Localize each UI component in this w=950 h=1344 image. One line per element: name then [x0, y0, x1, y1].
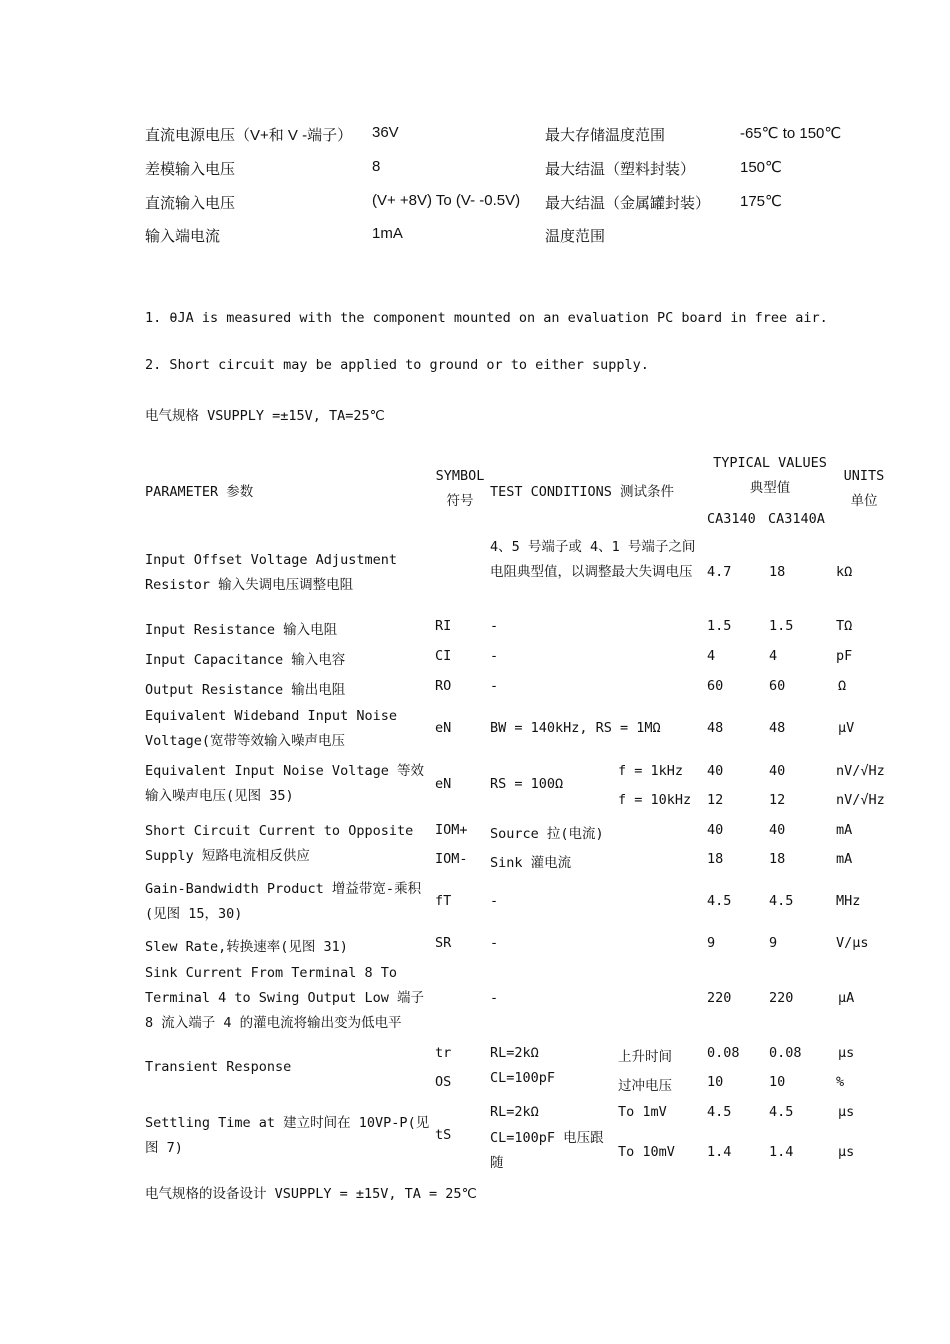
table-row-subcond: f = 10kHz	[618, 792, 692, 808]
table-row-unit: mA	[836, 822, 853, 838]
table-row-param: Input Resistance 输入电阻	[145, 622, 338, 638]
table-row-unit: μs	[838, 1045, 855, 1061]
table-row-cond: RL=2kΩ	[490, 1104, 539, 1120]
table-row-unit: μs	[838, 1104, 855, 1120]
table-row-param: Slew Rate,转换速率(见图 31)	[145, 939, 348, 955]
table-row-value: 9	[707, 935, 716, 951]
table-row-value: 18	[769, 564, 786, 580]
table-row-symbol: IOM-	[435, 851, 468, 867]
table-row-symbol: SR	[435, 935, 452, 951]
table-row-param: Settling Time at 建立时间在 10VP-P(见图 7)	[145, 1115, 430, 1156]
table-row-param: Equivalent Wideband Input Noise Voltage(宽带等效输入噪声电压	[145, 708, 397, 749]
table-row-param: Output Resistance 输出电阻	[145, 682, 346, 698]
table-row-cond: -	[490, 935, 499, 951]
table-row-param: Input Offset Voltage Adjustment Resistor 输入失调电压调整电阻	[145, 552, 397, 593]
table-row-value: 1.5	[769, 618, 794, 634]
table-row-value: 4.5	[707, 1104, 732, 1120]
table-row-value: 0.08	[769, 1045, 802, 1061]
table-row-cond: -	[490, 678, 499, 694]
table-row-cond: 4、5 号端子或 4、1 号端子之间电阻典型值，以调整最大失调电压	[490, 539, 696, 580]
table-row-unit: mA	[836, 851, 853, 867]
table-row-cond: CL=100pF	[490, 1070, 556, 1086]
table-row-unit: %	[836, 1074, 845, 1090]
header-part-ca3140a: CA3140A	[768, 511, 825, 527]
header-typical: TYPICAL VALUES 典型值	[713, 455, 827, 496]
table-row-value: 1.4	[769, 1144, 794, 1160]
table-row-unit: V/μs	[836, 935, 869, 951]
table-row-symbol: tr	[435, 1045, 452, 1061]
header-part-ca3140: CA3140	[707, 511, 756, 527]
rating-label: 直流输入电压	[145, 195, 236, 212]
table-row-symbol: CI	[435, 648, 452, 664]
table-row-cond: -	[490, 893, 499, 909]
table-row-param: Gain-Bandwidth Product 增益带宽-乘积(见图 15，30)	[145, 881, 422, 922]
table-row-value: 0.08	[707, 1045, 740, 1061]
header-conditions: TEST CONDITIONS 测试条件	[490, 484, 675, 500]
table-row-value: 40	[707, 763, 724, 779]
table-row-subcond: 过冲电压	[618, 1078, 672, 1094]
table-row-value: 10	[707, 1074, 724, 1090]
table-row-symbol: RO	[435, 678, 452, 694]
table-row-value: 4	[769, 648, 778, 664]
table-row-value: 60	[769, 678, 786, 694]
table-row-unit: μA	[838, 990, 855, 1006]
table-row-cond: -	[490, 990, 499, 1006]
rating-value: -65℃ to 150℃	[740, 125, 842, 142]
table-row-value: 12	[769, 792, 786, 808]
table-row-value: 1.4	[707, 1144, 732, 1160]
table-row-value: 220	[707, 990, 732, 1006]
table-row-unit: kΩ	[836, 564, 853, 580]
table-row-value: 1.5	[707, 618, 732, 634]
table-row-value: 12	[707, 792, 724, 808]
table-row-param: Short Circuit Current to Opposite Supply 短路电流相反供应	[145, 823, 414, 864]
table-row-param: Input Capacitance 输入电容	[145, 652, 346, 668]
header-symbol: SYMBOL 符号	[435, 468, 485, 509]
table-row-unit: μV	[838, 720, 855, 736]
spec-title: 电气规格 VSUPPLY =±15V, TA=25℃	[145, 408, 385, 424]
table-row-cond: CL=100pF 电压跟随	[490, 1130, 604, 1171]
table-row-value: 9	[769, 935, 778, 951]
rating-value: 36V	[372, 124, 399, 141]
rating-value: 175℃	[740, 193, 782, 210]
rating-value: (V+ +8V) To (V- -0.5V)	[372, 192, 521, 209]
table-row-value: 40	[707, 822, 724, 838]
table-row-cond: RL=2kΩ	[490, 1045, 539, 1061]
rating-label: 输入端电流	[145, 228, 221, 245]
table-row-symbol: fT	[435, 893, 452, 909]
note: 1. θJA is measured with the component mounted on an evaluation PC board in free air.	[145, 310, 828, 326]
table-row-subcond: To 1mV	[618, 1104, 667, 1120]
table-row-value: 40	[769, 763, 786, 779]
table-row-value: 4.5	[769, 1104, 794, 1120]
table-row-param: Equivalent Input Noise Voltage 等效输入噪声电压(见图 35)	[145, 763, 424, 804]
footer-title: 电气规格的设备设计 VSUPPLY = ±15V, TA = 25℃	[145, 1186, 477, 1202]
table-row-subcond: f = 1kHz	[618, 763, 684, 779]
rating-label: 最大存储温度范围	[545, 127, 666, 144]
table-row-symbol: OS	[435, 1074, 452, 1090]
table-row-param: Sink Current From Terminal 8 To Terminal 4 to Swing Output Low 端子 8 流入端子 4 的灌电流将输出变为低电平	[145, 965, 424, 1031]
rating-label: 最大结温（金属罐封装）	[545, 195, 711, 212]
header-parameter: PARAMETER 参数	[145, 484, 254, 500]
table-row-symbol: eN	[435, 720, 452, 736]
table-row-param: Transient Response	[145, 1059, 292, 1075]
table-row-value: 18	[707, 851, 724, 867]
header-units: UNITS 单位	[843, 468, 885, 509]
table-row-symbol: tS	[435, 1127, 452, 1143]
table-row-cond: Sink 灌电流	[490, 855, 572, 871]
table-row-value: 48	[707, 720, 724, 736]
table-row-value: 220	[769, 990, 794, 1006]
rating-label: 最大结温（塑料封装）	[545, 161, 696, 178]
note: 2. Short circuit may be applied to ground or to either supply.	[145, 357, 649, 373]
rating-label: 直流电源电压（V+和 V -端子）	[145, 127, 353, 144]
table-row-value: 4	[707, 648, 716, 664]
table-row-unit: Ω	[838, 678, 847, 694]
table-row-unit: MHz	[836, 893, 861, 909]
table-row-symbol: eN	[435, 776, 452, 792]
table-row-subcond: 上升时间	[618, 1049, 672, 1065]
table-row-value: 4.5	[769, 893, 794, 909]
rating-value: 8	[372, 158, 381, 175]
table-row-value: 4.5	[707, 893, 732, 909]
table-row-unit: μs	[838, 1144, 855, 1160]
table-row-cond: -	[490, 648, 499, 664]
table-row-value: 4.7	[707, 564, 732, 580]
table-row-cond: -	[490, 618, 499, 634]
table-row-symbol: IOM+	[435, 822, 468, 838]
rating-label: 温度范围	[545, 228, 606, 245]
table-row-unit: pF	[836, 648, 853, 664]
table-row-value: 18	[769, 851, 786, 867]
table-row-unit: nV/√Hz	[836, 792, 885, 808]
rating-label: 差模输入电压	[145, 161, 236, 178]
table-row-value: 60	[707, 678, 724, 694]
rating-value: 150℃	[740, 159, 782, 176]
table-row-value: 40	[769, 822, 786, 838]
table-row-symbol: RI	[435, 618, 452, 634]
table-row-subcond: To 10mV	[618, 1144, 675, 1160]
rating-value: 1mA	[372, 225, 403, 242]
table-row-unit: TΩ	[836, 618, 853, 634]
table-row-cond: Source 拉(电流)	[490, 826, 604, 842]
table-row-unit: nV/√Hz	[836, 763, 885, 779]
table-row-value: 48	[769, 720, 786, 736]
table-row-cond: BW = 140kHz, RS = 1MΩ	[490, 720, 661, 736]
table-row-cond: RS = 100Ω	[490, 776, 564, 792]
table-row-value: 10	[769, 1074, 786, 1090]
